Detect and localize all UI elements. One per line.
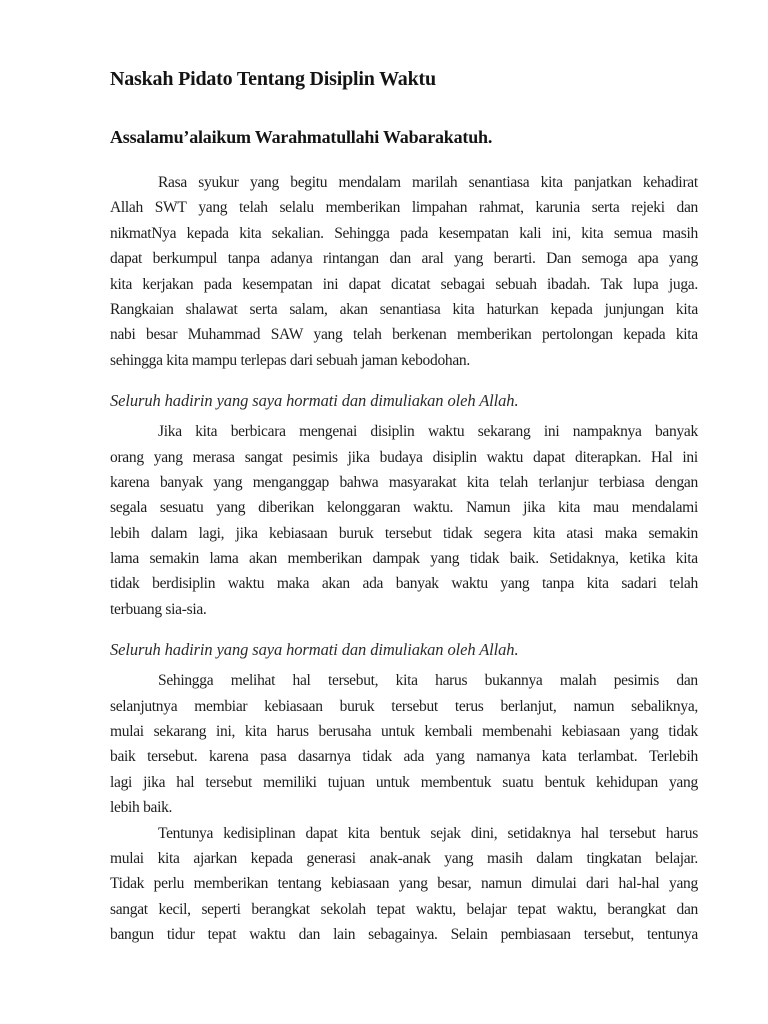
paragraph-line: Allah SWT yang telah selalu memberikan limpahan rahmat, karunia serta rejeki dan (110, 199, 698, 217)
section-heading: Seluruh hadirin yang saya hormati dan dimuliakan oleh Allah. (110, 391, 519, 411)
paragraph-line: tidak berdisiplin waktu maka akan ada banyak waktu yang tanpa kita sadari telah (110, 575, 698, 593)
paragraph-line: mulai kita ajarkan kepada generasi anak-anak yang masih dalam tingkatan belajar. (110, 849, 698, 867)
paragraph-line: orang yang merasa sangat pesimis jika budaya disiplin waktu dapat diterapkan. Hal ini (110, 448, 698, 466)
paragraph-line: Sehingga melihat hal tersebut, kita harus bukannya malah pesimis dan (158, 672, 698, 690)
paragraph-line: Tidak perlu memberikan tentang kebiasaan yang besar, namun dimulai dari hal-hal yang (110, 875, 698, 893)
paragraph-line: nikmatNya kepada kita sekalian. Sehingga pada kesempatan kali ini, kita semua masih (110, 224, 698, 242)
paragraph-line: lagi jika hal tersebut memiliki tujuan untuk membentuk suatu bentuk kehidupan yang (110, 773, 698, 791)
paragraph (110, 668, 698, 820)
paragraph-line: Rasa syukur yang begitu mendalam marilah senantiasa kita panjatkan kehadirat (158, 174, 698, 191)
paragraph-line: sehingga kita mampu terlepas dari sebuah jaman kebodohan. (110, 351, 470, 369)
paragraph (110, 419, 698, 622)
document-title: Naskah Pidato Tentang Disiplin Waktu (110, 68, 436, 90)
paragraph-line: baik tersebut. karena pasa dasarnya tidak ada yang namanya kata terlambat. Terlebih (110, 748, 698, 766)
paragraph-line: Jika kita berbicara mengenai disiplin waktu sekarang ini nampaknya banyak (158, 423, 698, 441)
paragraph-line: lama semakin lama akan memberikan dampak yang tidak baik. Setidaknya, ketika kita (110, 550, 698, 568)
paragraph-line: lebih baik. (110, 799, 173, 817)
paragraph (110, 170, 698, 373)
paragraph-line: Rangkaian shalawat serta salam, akan senantiasa kita haturkan kepada junjungan kita (110, 300, 698, 318)
paragraph-line: selanjutnya membiar kebiasaan buruk tersebut terus berlanjut, namun sebaliknya, (110, 697, 698, 715)
paragraph-line: segala sesuatu yang diberikan kelonggaran waktu. Namun jika kita mau mendalami (110, 499, 698, 517)
paragraph-line: karena banyak yang menganggap bahwa masyarakat kita telah terlanjur terbiasa dengan (110, 473, 698, 491)
paragraph-line: mulai sekarang ini, kita harus berusaha untuk kembali membenahi kebiasaan yang tidak (110, 723, 698, 741)
paragraph-line: kita kerjakan pada kesempatan ini dapat dicatat sebagai sebuah ibadah. Tak lupa juga. (110, 275, 698, 293)
document-sections (110, 170, 698, 948)
paragraph-line: sangat kecil, seperti berangkat sekolah tepat waktu, belajar tepat waktu, berangkat dan (110, 900, 698, 918)
document-content (110, 0, 698, 948)
paragraph-line: dapat berkumpul tanpa adanya rintangan dan aral yang berarti. Dan semoga apa yang (110, 250, 698, 268)
paragraph-line: terbuang sia-sia. (110, 600, 207, 618)
paragraph-line: nabi besar Muhammad SAW yang telah berkenan memberikan pertolongan kepada kita (110, 326, 698, 344)
paragraph (110, 821, 698, 948)
paragraph-line: lebih dalam lagi, jika kebiasaan buruk tersebut tidak segera kita atasi maka semakin (110, 524, 698, 542)
salutation-heading: Assalamu’alaikum Warahmatullahi Wabarakatuh. (110, 127, 493, 147)
paragraph-line: Tentunya kedisiplinan dapat kita bentuk sejak dini, setidaknya hal tersebut harus (158, 824, 698, 842)
section-heading: Seluruh hadirin yang saya hormati dan dimuliakan oleh Allah. (110, 640, 519, 660)
paragraph-line: bangun tidur tepat waktu dan lain sebagainya. Selain pembiasaan tersebut, tentunya (110, 926, 698, 944)
